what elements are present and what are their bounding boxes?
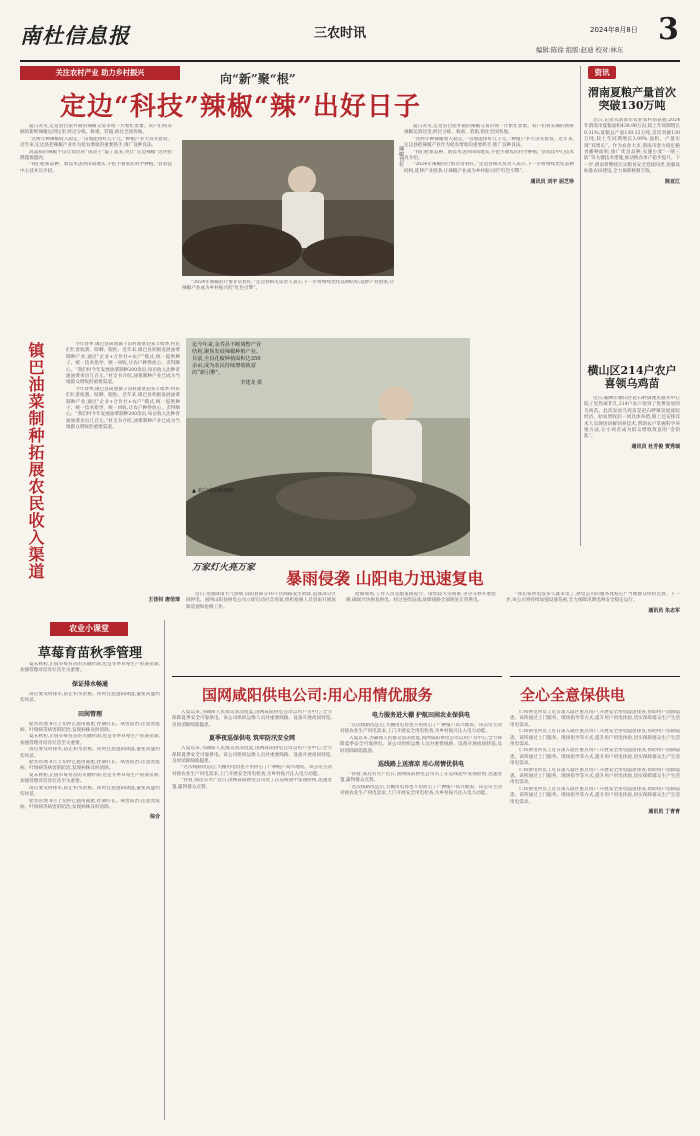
- power-text-3: “我们家停电没多久就来电了,供电公司的服务真贴心!”当地群众纷纷点赞。下一步,该公司将持续加强设备巡视,全力保障汛期电网安全稳定运行。: [506, 592, 680, 604]
- farm-class-text: 雨后要及时排水,防止积水沤根。同时注意遮阴降温,避免高温灼伤幼苗。: [20, 785, 160, 798]
- xianyang-text-3: “快看,那边有火!”近日,国网咸阳供电公司员工在巡线途中发现险情,迅速处置,赢得群众点赞。: [172, 778, 332, 790]
- power-text-2: 抢修现场,工作人员克服道路泥泞、雨势较大等困难,争分夺秒开展抢修,确保尽快恢复供电。经过连续奋战,故障线路全部恢复正常供电。: [346, 592, 496, 604]
- safety-text: 仁和供电所员工近日深入辖区重点用户,开展安全用电隐患排查,帮助用户消除隐患。该所通过上门服务、现场指导等方式,提升用户用电体验,切实保障群众生产生活用电需求。: [510, 710, 680, 728]
- farm-class-header: 农业小课堂: [50, 622, 128, 636]
- xianyang-text-1: 入夏以来,为确保人民群众清凉度夏,国网咸阳供电公司以用户为中心,全力保障夏季安全可靠供电。该公司组织运维人员对重要线路、设备开展夜间特巡,及时消除缺陷隐患。: [172, 710, 332, 728]
- farm-class-credit: 综合: [149, 814, 160, 821]
- farm-class-divider: [164, 620, 165, 1120]
- lead-paragraph: “2024年辣椒的行情非常看好。”定边县相关负责人表示,下一步将继续优化品种结构,延伸产业链条,让辣椒产业成为乡村振兴的“红色引擎”。: [182, 280, 394, 292]
- farm-class-title: 草莓育苗秋季管理: [37, 646, 142, 661]
- brief-text-1: 近日,记者从渭南市农业农村局获悉:2024年渭南市夏粮面积438.98万亩,较上年同期增长0.31%;夏粮总产量130.15万吨,首次突破130万吨,较上年同期增长3.99%,面积、产量实现“双增长”。作为农业大市,渭南市着力稳定粮食播种面积,推广优良品种,实施小麦“一喷三防”等关键技术措施,推动粮食单产稳步提升。下一步,渭南将继续压实粮食安全党政同责,加强高标准农田建设,全力保障秋粮丰收。: [584, 118, 680, 175]
- lead-story: [20, 66, 575, 366]
- farm-class-text: 雨后要及时排水,防止积水沤根。同时注意遮阴降温,避免高温灼伤幼苗。: [20, 691, 160, 704]
- power-title: 暴雨侵袭 山阳电力迅速复电: [286, 569, 484, 588]
- farm-class-text-2: 肥水管理 8月上旬停止施用氮肥,控制旺长。病害防治:注意炭疽病、叶斑病等病害的防治,发现病株及时清除。: [20, 760, 160, 772]
- safety-rule: [510, 676, 680, 677]
- farm-class-intro: 夏末秋初,正值草莓育苗的关键时期,也是冬季草莓生产的备苗期,加强管理对培育壮苗至关重要。: [20, 734, 160, 746]
- farm-class-intro: 夏末秋初,正值草莓育苗的关键时期,也是冬季草莓生产的备苗期,加强管理对培育壮苗至关重要。: [20, 662, 160, 674]
- newspaper-logo: 南杜信息报: [20, 24, 130, 48]
- xianyang-text-2: “这次线路改造后,大棚用电再也不用担心了!”种植户高兴地说。该公司主动对接农业生产用电需求,上门开展安全用电检查,为乡村振兴注入电力动能。: [340, 723, 502, 735]
- lead-paragraph: “我们把新品种、新技术送到田间地头,手把手教农民科学种植。”县农技中心技术员介绍。: [20, 162, 172, 174]
- lead-column-right: [404, 124, 574, 362]
- power-col-3: [506, 592, 680, 670]
- safety-credit: 通讯员 丁青青: [648, 809, 680, 816]
- xianyang-col-2: [340, 710, 502, 1122]
- brief-credit-2: 通讯员 杜芳俊 贾秀瑞: [631, 443, 680, 450]
- brief-title-2: 横山区214户农户喜领乌鸡苗: [587, 364, 677, 390]
- lead-paragraph: 夏日炎炎,定边县白泥井镇的辣椒交易市场一片繁忙景象。农户们将采摘的新鲜辣椒运到这里,经过分拣、称重、装箱,销往全国各地。: [404, 124, 574, 136]
- editor-credits: 编辑:陈徐 组版:赵迪 校对:林东: [536, 46, 624, 54]
- lead-column-left: [20, 124, 172, 344]
- xianyang-col-1: [172, 710, 332, 1122]
- oil-story: [20, 338, 182, 618]
- caption-credit: 李建龙 摄: [240, 380, 262, 386]
- xianyang-text-1: 入夏以来,为确保人民群众清凉度夏,国网咸阳供电公司以用户为中心,全力保障夏季安全可靠供电。该公司组织运维人员对重要线路、设备开展夜间特巡,及时消除缺陷隐患。: [172, 746, 332, 765]
- oil-body: [66, 342, 180, 592]
- masthead: [20, 12, 680, 58]
- photo-caption-right: [192, 342, 262, 482]
- section-name: 三农时讯: [314, 26, 367, 41]
- issue-date: 2024年8月8日: [590, 26, 638, 34]
- briefs-column: [584, 66, 680, 546]
- power-story: [186, 560, 680, 670]
- farm-class-intro: 夏末秋初,正值草莓育苗的关键时期,也是冬季草莓生产的备苗期,加强管理对培育壮苗至关重要。: [20, 772, 160, 785]
- side-note: 辣椒刊在: [398, 146, 404, 167]
- oil-text: 今年春季,镇巴县简池镇干沟村油菜迎来丰收季,村民们忙着收割、晾晒、脱粒。近年来,镇巴县积极发展油菜制种产业,通过“企业+合作社+农户”模式,统一提供种子、统一技术指导、统一回收,让农户种得放心、卖得顺心。“我们村今年发展油菜制种200余亩,每亩收入比种普通油菜多出几百元。”村支书介绍,油菜制种产业已成为当地群众增收的重要渠道。: [66, 386, 180, 431]
- brief-credit-1: 陈亚江: [664, 178, 680, 185]
- safety-title: 全心全意保供电: [520, 686, 626, 704]
- oil-credit: 王佳钊 唐佳琦: [148, 597, 180, 603]
- safety-body: [510, 710, 680, 1122]
- briefs-divider: [580, 66, 581, 546]
- farm-class: [20, 620, 160, 1120]
- brief-title-1: 渭南夏粮产量首次突破130万吨: [588, 86, 676, 112]
- xianyang-text-1: 入夏以来,为确保人民群众清凉度夏,国网咸阳供电公司以用户为中心,全力保障夏季安全可靠供电。该公司组织运维人员对重要线路、设备开展夜间特巡,及时消除缺陷隐患。: [340, 735, 502, 754]
- xianyang-text-2: “这次线路改造后,大棚用电再也不用担心了!”种植户高兴地说。该公司主动对接农业生产用电需求,上门开展安全用电检查,为乡村振兴注入电力动能。: [340, 784, 502, 797]
- lead-title: 定边“科技”辣椒“辣”出好日子: [60, 92, 421, 122]
- lead-paragraph: “2024年辣椒的行情非常看好。”定边县相关负责人表示,下一步将继续优化品种结构,延伸产业链条,让辣椒产业成为乡村振兴的“红色引擎”。: [404, 162, 574, 174]
- xianyang-rule: [172, 676, 502, 677]
- xianyang-story: [172, 676, 502, 1126]
- xianyang-subhead-1: 夏季夜巡保供电 筑牢防汛安全网: [208, 735, 296, 743]
- pepper-photo: [182, 140, 394, 276]
- photo-caption-left: ▲ 农户在晾晒辣椒: [192, 488, 234, 494]
- safety-text: 仁和供电所员工近日深入辖区重点用户,开展安全用电隐患排查,帮助用户消除隐患。该所通过上门服务、现场指导等方式,提升用户用电体验,切实保障群众生产生活用电需求。: [510, 748, 680, 767]
- oil-text: 今年春季,镇巴县简池镇干沟村油菜迎来丰收季,村民们忙着收割、晾晒、脱粒。近年来,镇巴县积极发展油菜制种产业,通过“企业+合作社+农户”模式,统一提供种子、统一技术指导、统一回收,让农户种得放心、卖得顺心。“我们村今年发展油菜制种200余亩,每亩收入比种普通油菜多出几百元。”村支书介绍,油菜制种产业已成为当地群众增收的重要渠道。: [66, 342, 180, 386]
- pepper-photo-illustration: [182, 140, 394, 276]
- lead-kicker: 关注农村产业 助力乡村振兴: [20, 66, 180, 80]
- farm-class-subhead: 保证排水畅通: [71, 680, 108, 688]
- lead-subtitle: 向“新”聚“根”: [220, 72, 296, 86]
- lead-byline: 通讯员 刘宇 屈芝珍: [530, 179, 574, 186]
- safety-text: 仁和供电所员工近日深入辖区重点用户,开展安全用电隐患排查,帮助用户消除隐患。该所通过上门服务、现场指导等方式,提升用户用电体验,切实保障群众生产生活用电需求。: [510, 767, 680, 786]
- lead-paragraph: “我们把新品种、新技术送到田间地头,手把手教农民科学种植。”县农技中心技术员介绍。: [404, 149, 574, 162]
- woman-photo: [186, 338, 470, 556]
- farm-class-subhead-2: 田间管理: [77, 710, 102, 718]
- power-logo: 万家灯火亮万家: [192, 563, 256, 573]
- briefs-tag: 资讯: [588, 66, 616, 79]
- safety-story: [510, 676, 680, 1126]
- caption-text: 迄今年来,永寿县不断调整产业结构,聚焦发展辣椒种植产业。目前,全县花椒种植面积达350余亩,成为农民持续增收致富的“新引擎”。: [192, 342, 262, 376]
- xianyang-subhead-3: 巡线路上送清凉 用心用情优供电: [377, 761, 465, 769]
- lead-paragraph: 高品质的辣椒不仅让农民的“钱袋子”鼓了起来,更让“定边辣椒”这块招牌越擦越亮。: [20, 149, 172, 162]
- xianyang-text-3: “快看,那边有火!”近日,国网咸阳供电公司员工在巡线途中发现险情,迅速处置,赢得群众点赞。: [340, 772, 502, 784]
- power-col-1: [186, 592, 336, 670]
- farm-class-text: 雨后要及时排水,防止积水沤根。同时注意遮阴降温,避免高温灼伤幼苗。: [20, 747, 160, 759]
- page-number: 3: [658, 12, 679, 47]
- lead-paragraph: “这两年种辣椒收入稳定,一亩地能挣好几千元。”种植户李大哥笑着说。近年来,定边县把辣椒产业作为促农增收的重要抓手,推广良种良法。: [20, 136, 172, 149]
- farm-class-text-2: 肥水管理 8月上旬停止施用氮肥,控制旺长。病害防治:注意炭疽病、叶斑病等病害的防治,发现病株及时清除。: [20, 721, 160, 734]
- masthead-rule: [20, 60, 680, 62]
- farm-class-body: [20, 662, 160, 1102]
- farm-class-text-2: 肥水管理 8月上旬停止施用氮肥,控制旺长。病害防治:注意炭疽病、叶斑病等病害的防治,发现病株及时清除。: [20, 798, 160, 810]
- lead-paragraph: 夏日炎炎,定边县白泥井镇的辣椒交易市场一片繁忙景象。农户们将采摘的新鲜辣椒运到这里,经过分拣、称重、装箱,销往全国各地。: [20, 124, 172, 136]
- power-credit: 通讯员 朱志军: [648, 607, 680, 614]
- xianyang-text-2: “这次线路改造后,大棚用电再也不用担心了!”种植户高兴地说。该公司主动对接农业生产用电需求,上门开展安全用电检查,为乡村振兴注入电力动能。: [172, 765, 332, 777]
- lead-column-mid: [182, 280, 394, 340]
- brief-body-1: [584, 118, 680, 368]
- power-text-1: 近日,受强降雨天气影响,山阳县部分10千伏线路发生故障,造成部分区域停电。国网山阳县供电公司立即启动应急预案,组织抢修人员冒雨开展故障巡视和抢修工作。: [186, 592, 336, 610]
- xianyang-subhead-2: 电力服务进大棚 护航田间农业保供电: [371, 712, 471, 719]
- safety-text: 仁和供电所员工近日深入辖区重点用户,开展安全用电隐患排查,帮助用户消除隐患。该所通过上门服务、现场指导等方式,提升用户用电体验,切实保障群众生产生活用电需求。: [510, 729, 680, 748]
- brief-text-2: 近日,榆林市横山区赵石畔镇便民服务中心院子里热闹非凡,214户农户领到了免费发放的乌鸡苗。此次发放乌鸡苗是赵石畔镇发展庭院经济、助农增收的一项具体举措,镇上还安排技术人员现场讲解饲养技术,帮助农户掌握科学养殖方法,让小鸡苗成为群众增收致富的“金钥匙”。: [584, 396, 680, 440]
- power-col-2: [346, 592, 496, 670]
- safety-text: 仁和供电所员工近日深入辖区重点用户,开展安全用电隐患排查,帮助用户消除隐患。该所通过上门服务、现场指导等方式,提升用户用电体验,切实保障群众生产生活用电需求。: [510, 786, 680, 805]
- lead-paragraph: “这两年种辣椒收入稳定,一亩地能挣好几千元。”种植户李大哥笑着说。近年来,定边县把辣椒产业作为促农增收的重要抓手,推广良种良法。: [404, 136, 574, 149]
- brief-body-2: [584, 396, 680, 546]
- xianyang-title: 国网咸阳供电公司:用心用情优服务: [202, 686, 433, 704]
- oil-title: 镇巴油菜制种拓展农民收入渠道: [26, 342, 45, 580]
